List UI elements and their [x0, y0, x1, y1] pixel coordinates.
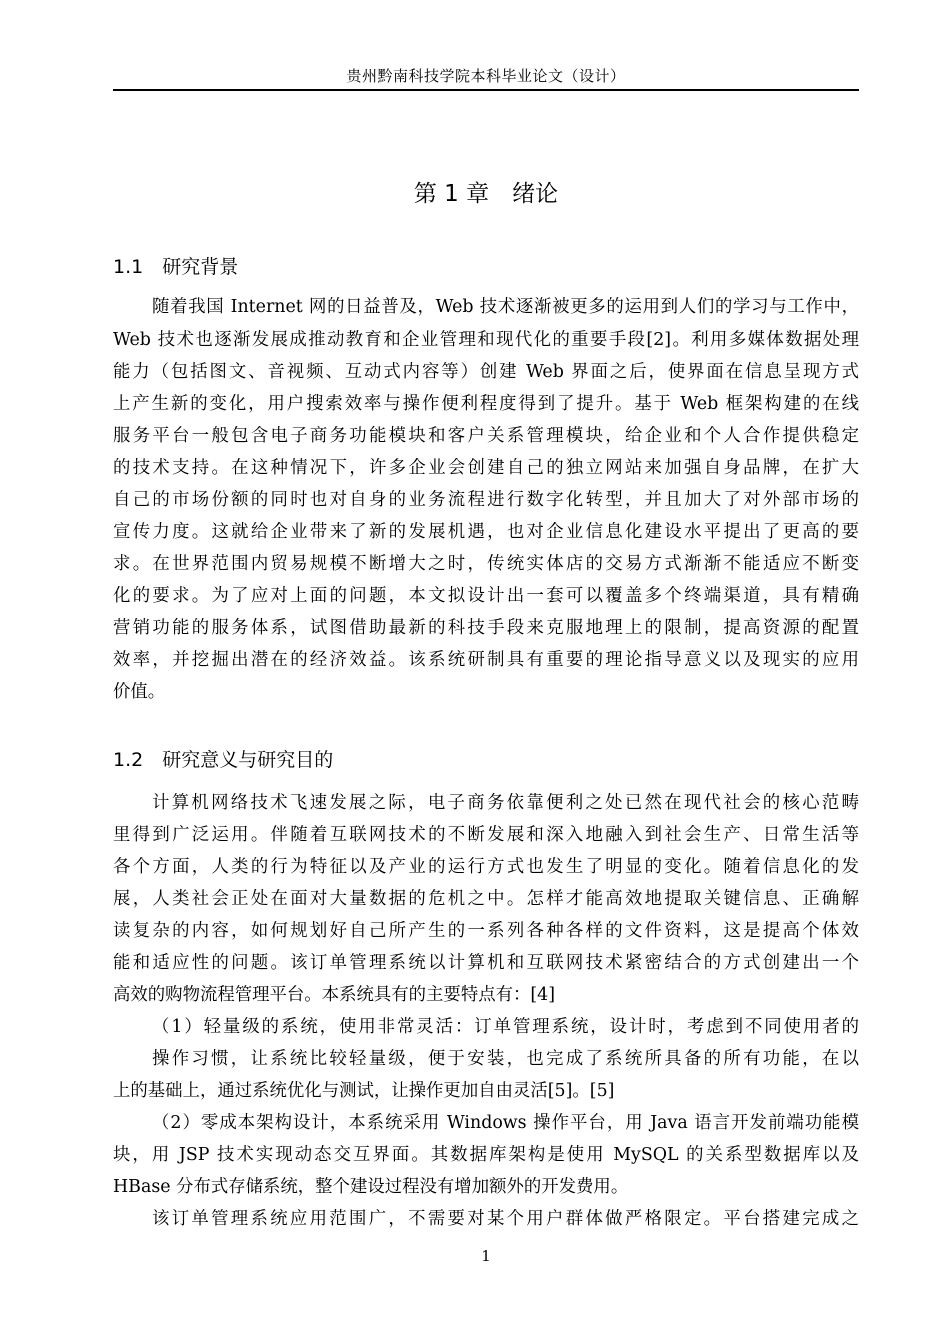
- paragraph-line: HBase 分布式存储系统，整个建设过程没有增加额外的开发费用。: [113, 1177, 629, 1197]
- paragraph-line: 上产生新的变化，用户搜索效率与操作便利程度得到了提升。基于 Web 框架构建的在线: [113, 394, 859, 414]
- list-item-2: （2）零成本架构设计，本系统采用 Windows 操作平台，用 Java 语言开发前端功能模: [152, 1113, 859, 1133]
- paragraph-line: 能和适应性的问题。该订单管理系统以计算机和互联网技术紧密结合的方式创建出一个: [113, 953, 859, 973]
- paragraph-line: 里得到广泛运用。伴随着互联网技术的不断发展和深入地融入到社会生产、日常生活等: [113, 825, 859, 845]
- section-heading-1-1: 1.1 研究背景: [113, 256, 239, 278]
- paragraph-line: 效率，并挖掘出潜在的经济效益。该系统研制具有重要的理论指导意义以及现实的应用: [113, 650, 859, 670]
- paragraph-line: 操作习惯，让系统比较轻量级，便于安装，也完成了系统所具备的所有功能，在以: [152, 1049, 859, 1069]
- list-item-1: （1）轻量级的系统，使用非常灵活：订单管理系统，设计时，考虑到不同使用者的: [152, 1017, 859, 1037]
- paragraph-line: 高效的购物流程管理平台。本系统具有的主要特点有：[4]: [113, 985, 556, 1005]
- paragraph-line: 宣传力度。这就给企业带来了新的发展机遇，也对企业信息化建设水平提出了更高的要: [113, 522, 859, 542]
- paragraph-line: 服务平台一般包含电子商务功能模块和客户关系管理模块，给企业和个人合作提供稳定: [113, 426, 859, 446]
- paragraph-line: 读复杂的内容，如何规划好自己所产生的一系列各种各样的文件资料，这是提高个体效: [113, 921, 859, 941]
- paragraph-line: 随着我国 Internet 网的日益普及，Web 技术逐渐被更多的运用到人们的学习与工作中，: [152, 297, 859, 317]
- paragraph-line: 该订单管理系统应用范围广，不需要对某个用户群体做严格限定。平台搭建完成之: [152, 1209, 859, 1229]
- paragraph-line: 自己的市场份额的同时也对自身的业务流程进行数字化转型，并且加大了对外部市场的: [113, 490, 859, 510]
- paragraph-line: 展，人类社会正处在面对大量数据的危机之中。怎样才能高效地提取关键信息、正确解: [113, 889, 859, 909]
- chapter-title: 第 1 章 绪论: [413, 181, 559, 207]
- paragraph-line: 的技术支持。在这种情况下，许多企业会创建自己的独立网站来加强自身品牌，在扩大: [113, 458, 859, 478]
- page-number: 1: [481, 1247, 491, 1265]
- paragraph-line: 化的要求。为了应对上面的问题，本文拟设计出一套可以覆盖多个终端渠道，具有精确: [113, 586, 859, 606]
- paragraph-line: 各个方面，人类的行为特征以及产业的运行方式也发生了明显的变化。随着信息化的发: [113, 857, 859, 877]
- paragraph-line: 价值。: [113, 682, 166, 702]
- paragraph-line: 上的基础上，通过系统优化与测试，让操作更加自由灵活[5]。[5]: [113, 1081, 615, 1101]
- paragraph-line: 求。在世界范围内贸易规模不断增大之时，传统实体店的交易方式渐渐不能适应不断变: [113, 554, 859, 574]
- section-heading-1-2: 1.2 研究意义与研究目的: [113, 749, 334, 771]
- paragraph-line: 营销功能的服务体系，试图借助最新的科技手段来克服地理上的限制，提高资源的配置: [113, 618, 859, 638]
- paragraph-line: 能力（包括图文、音视频、互动式内容等）创建 Web 界面之后，使界面在信息呈现方式: [113, 362, 859, 382]
- running-header: 贵州黔南科技学院本科毕业论文（设计）: [346, 67, 626, 85]
- paragraph-line: Web 技术也逐渐发展成推动教育和企业管理和现代化的重要手段[2]。利用多媒体数据处理: [113, 330, 859, 350]
- paragraph-line: 计算机网络技术飞速发展之际，电子商务依靠便利之处已然在现代社会的核心范畴: [152, 793, 859, 813]
- paragraph-line: 块，用 JSP 技术实现动态交互界面。其数据库架构是使用 MySQL 的关系型数据库以及: [113, 1145, 859, 1165]
- header-rule: [113, 89, 859, 91]
